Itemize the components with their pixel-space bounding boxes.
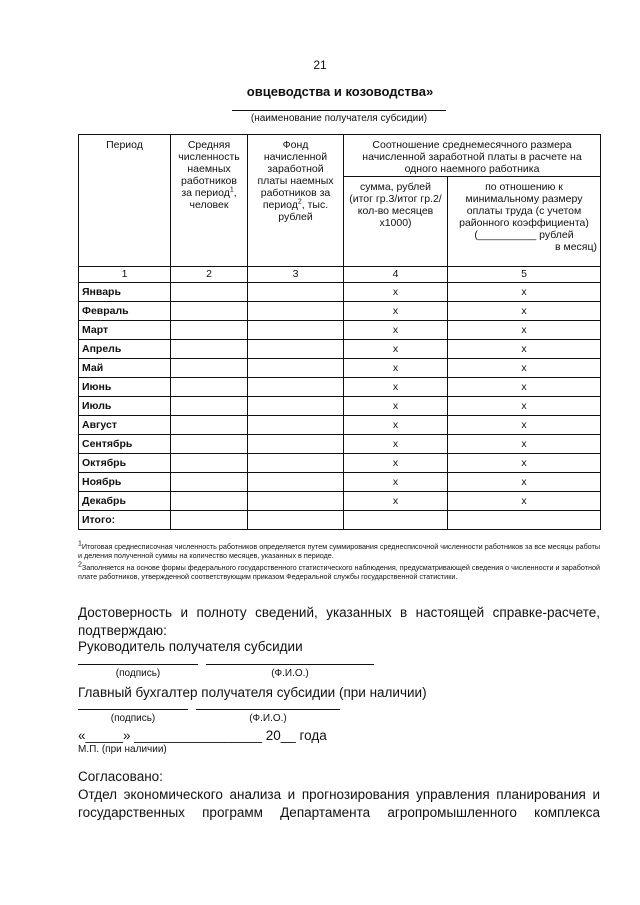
wage-fund-cell[interactable] — [248, 435, 344, 454]
sum-cell: х — [344, 340, 448, 359]
page-number: 21 — [313, 58, 327, 72]
avg-count-cell[interactable] — [171, 340, 248, 359]
table-row — [79, 359, 601, 378]
avg-count-cell[interactable] — [171, 454, 248, 473]
avg-count-cell[interactable] — [171, 378, 248, 397]
fio-caption: (Ф.И.О.) — [249, 713, 287, 724]
wage-fund-cell[interactable] — [248, 416, 344, 435]
avg-count-cell[interactable] — [171, 435, 248, 454]
avg-count-cell[interactable] — [171, 416, 248, 435]
table-row — [79, 302, 601, 321]
recipient-name-line — [232, 110, 446, 111]
avg-count-cell[interactable] — [171, 321, 248, 340]
signature-caption: (подпись) — [110, 713, 156, 724]
footnote-1: $^1$Итоговая среднесписочная численность работников определяется путем суммирования среднесписочной численности работников за все месяцы работы и деления полученной суммы на количество месяцев, указанных в периоде. — [78, 540, 600, 560]
month-label: Апрель — [79, 340, 171, 359]
certification-text: Достоверность и полноту сведений, указанных в настоящей справке-расчете, подтверждаю: — [78, 605, 600, 638]
recipient-name-caption: (наименование получателя субсидии) — [250, 113, 428, 124]
month-label: Май — [79, 359, 171, 378]
table-row — [79, 492, 601, 511]
header-wage-fund: Фонд начисленной заработной платы наемных работников за период$^2$, тыс. рублей — [248, 135, 344, 267]
month-label: Январь — [79, 283, 171, 302]
footnote-2: $^2$Заполняется на основе формы федерального государственного статистического наблюдения, предусматривающей сведения о численности и заработной плате работников, утвержденной соответствующим приказом Федеральной службы государственной статистики. — [78, 561, 600, 581]
wage-fund-cell[interactable] — [248, 302, 344, 321]
sum-cell: х — [344, 416, 448, 435]
head-fio-line[interactable] — [206, 664, 374, 665]
month-label: Июнь — [79, 378, 171, 397]
sum-cell: х — [344, 454, 448, 473]
min-wage-cell: х — [448, 302, 601, 321]
avg-count-cell[interactable] — [171, 302, 248, 321]
min-wage-cell: х — [448, 359, 601, 378]
min-wage-cell: х — [448, 454, 601, 473]
department-text: Отдел экономического анализа и прогнозирования управления планирования и государственных программ Департамента агропромышленного комплекса — [78, 787, 600, 820]
month-label: Декабрь — [79, 492, 171, 511]
table-row — [79, 397, 601, 416]
min-wage-cell: х — [448, 378, 601, 397]
avg-count-cell[interactable] — [171, 492, 248, 511]
month-label: Сентябрь — [79, 435, 171, 454]
column-number: 4 — [344, 267, 448, 283]
wage-fund-cell[interactable] — [248, 283, 344, 302]
min-wage-cell: х — [448, 340, 601, 359]
total-label: Итого: — [79, 511, 171, 530]
sum-cell: х — [344, 473, 448, 492]
wage-fund-cell[interactable] — [248, 454, 344, 473]
column-number: 3 — [248, 267, 344, 283]
avg-count-cell[interactable] — [171, 283, 248, 302]
avg-count-cell[interactable] — [171, 473, 248, 492]
min-wage-cell: х — [448, 492, 601, 511]
table-row — [79, 321, 601, 340]
sum-cell: х — [344, 435, 448, 454]
sum-cell: х — [344, 492, 448, 511]
accountant-signature-line[interactable] — [78, 709, 188, 710]
header-min-wage: по отношению к минимальному размеру оплаты труда (с учетом районного коэффициента) (__________ рублей в месяц) — [448, 177, 601, 267]
sum-cell: х — [344, 283, 448, 302]
wage-fund-cell[interactable] — [248, 321, 344, 340]
sum-cell: х — [344, 321, 448, 340]
wage-fund-cell[interactable] — [248, 359, 344, 378]
total-sum-cell[interactable] — [344, 511, 448, 530]
sum-cell: х — [344, 359, 448, 378]
date-line[interactable]: «_____» _________________ 20__ года — [78, 728, 327, 743]
column-number: 5 — [448, 267, 601, 283]
table-row — [79, 416, 601, 435]
total-min-wage-cell[interactable] — [448, 511, 601, 530]
column-number: 1 — [79, 267, 171, 283]
agreed-label: Согласовано: — [78, 769, 163, 784]
wage-calculation-table — [78, 134, 601, 530]
month-label: Ноябрь — [79, 473, 171, 492]
min-wage-cell: х — [448, 473, 601, 492]
sum-cell: х — [344, 397, 448, 416]
signature-caption: (подпись) — [115, 668, 161, 679]
table-row — [79, 283, 601, 302]
wage-fund-cell[interactable] — [248, 397, 344, 416]
document-title: овцеводства и козоводства» — [246, 84, 434, 99]
wage-fund-cell[interactable] — [248, 492, 344, 511]
header-period: Период — [79, 135, 171, 267]
min-wage-cell: х — [448, 435, 601, 454]
avg-count-cell[interactable] — [171, 359, 248, 378]
min-wage-cell: х — [448, 416, 601, 435]
wage-fund-cell[interactable] — [248, 378, 344, 397]
column-number: 2 — [171, 267, 248, 283]
table-row — [79, 340, 601, 359]
header-avg-count: Средняя численность наемных работников за период$^1$, человек — [171, 135, 248, 267]
head-signature-line[interactable] — [78, 664, 198, 665]
fio-caption: (Ф.И.О.) — [271, 668, 309, 679]
accountant-label: Главный бухгалтер получателя субсидии (при наличии) — [78, 685, 427, 700]
total-wage-fund-cell[interactable] — [248, 511, 344, 530]
accountant-fio-line[interactable] — [196, 709, 340, 710]
month-label: Август — [79, 416, 171, 435]
wage-fund-cell[interactable] — [248, 473, 344, 492]
month-label: Октябрь — [79, 454, 171, 473]
table-row — [79, 435, 601, 454]
sum-cell: х — [344, 378, 448, 397]
month-label: Февраль — [79, 302, 171, 321]
table-row — [79, 378, 601, 397]
month-label: Март — [79, 321, 171, 340]
min-wage-cell: х — [448, 397, 601, 416]
table-row — [79, 473, 601, 492]
min-wage-cell: х — [448, 283, 601, 302]
table-row — [79, 454, 601, 473]
sum-cell: х — [344, 302, 448, 321]
month-label: Июль — [79, 397, 171, 416]
head-label: Руководитель получателя субсидии — [78, 639, 303, 654]
stamp-label: М.П. (при наличии) — [78, 744, 167, 755]
wage-fund-cell[interactable] — [248, 340, 344, 359]
avg-count-cell[interactable] — [171, 397, 248, 416]
header-sum: сумма, рублей (итог гр.3/итог гр.2/кол-во месяцев х1000) — [344, 177, 448, 267]
header-ratio: Соотношение среднемесячного размера начисленной заработной платы в расчете на одного наемного работника — [344, 135, 601, 177]
min-wage-cell: х — [448, 321, 601, 340]
total-row — [79, 511, 601, 530]
total-avg-count-cell[interactable] — [171, 511, 248, 530]
